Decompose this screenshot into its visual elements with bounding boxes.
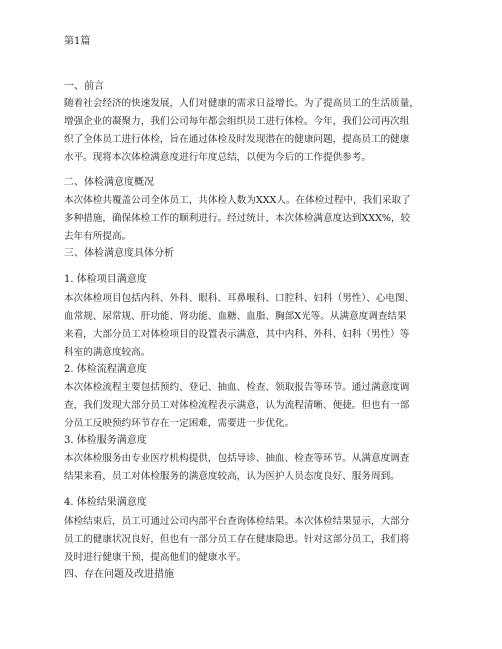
text-line: 员工的健康状况良好，但也有一部分员工存在健康隐患。针对这部分员工，我们将	[64, 534, 410, 545]
text-line: 本次体检共覆盖公司全体员工，共体检人数为XXX人。在体检过程中，我们采取了	[64, 195, 411, 206]
subheading-process: 2. 体检流程满意度	[64, 364, 147, 375]
subheading-items: 1. 体检项目满意度	[64, 274, 147, 285]
subheading-results: 4. 体检结果满意度	[64, 497, 147, 508]
text-line: 随着社会经济的快速发展，人们对健康的需求日益增长。为了提高员工的生活质量，	[64, 98, 419, 109]
text-line: 及时进行健康干预，提高他们的健康水平。	[64, 552, 247, 563]
section-heading-overview: 二、体检满意度概况	[64, 177, 154, 188]
text-line: 结果来看，员工对体检服务的满意度较高，认为医护人员态度良好、服务周到。	[64, 471, 400, 482]
paragraph-preface	[64, 95, 444, 167]
text-line: 去年有所提高。	[64, 231, 132, 242]
text-line: 查，我们发现大部分员工对体检流程表示满意，认为流程清晰、便捷。但也有一部	[64, 400, 410, 411]
paragraph-process	[64, 379, 444, 433]
section-heading-analysis: 三、体检满意度具体分析	[64, 248, 174, 259]
text-line: 本次体检项目包括内科、外科、眼科、耳鼻喉科、口腔科、妇科（男性）、心电图、	[64, 293, 415, 304]
paragraph-service	[64, 450, 444, 486]
text-line: 分员工反映预约环节存在一定困难，需要进一步优化。	[64, 418, 295, 429]
text-line: 多种措施，确保体检工作的顺利进行。经过统计，本次体检满意度达到XXX%，较	[64, 213, 411, 224]
text-line: 来看，大部分员工对体检项目的设置表示满意，其中内科、外科、妇科（男性）等	[64, 329, 410, 340]
text-line: 增强企业的凝聚力，我们公司每年都会组织员工进行体检。今年，我们公司再次组	[64, 116, 410, 127]
text-line: 本次体检流程主要包括预约、登记、抽血、检查、领取报告等环节。通过满意度调	[64, 382, 410, 393]
text-line: 织了全体员工进行体检，旨在通过体检及时发现潜在的健康问题，提高员工的健康	[64, 134, 410, 145]
text-line: 水平。现将本次体检满意度进行年度总结，以便为今后的工作提供参考。	[64, 152, 371, 163]
text-line: 体检结束后，员工可通过公司内部平台查询体检结果。本次体检结果显示，大部分	[64, 516, 410, 527]
section-heading-issues: 四、存在问题及改进措施	[64, 569, 174, 580]
paragraph-overview	[64, 192, 444, 246]
paragraph-items	[64, 290, 444, 362]
paragraph-results	[64, 513, 444, 567]
part-title: 第1篇	[64, 36, 91, 47]
text-line: 血常规、尿常规、肝功能、肾功能、血糖、血脂、胸部X光等。从满意度调查结果	[64, 311, 407, 322]
subheading-service: 3. 体检服务满意度	[64, 435, 147, 446]
section-heading-preface: 一、前言	[64, 81, 104, 92]
text-line: 科室的满意度较高。	[64, 347, 151, 358]
text-line: 本次体检服务由专业医疗机构提供，包括导诊、抽血、检查等环节。从满意度调查	[64, 453, 410, 464]
